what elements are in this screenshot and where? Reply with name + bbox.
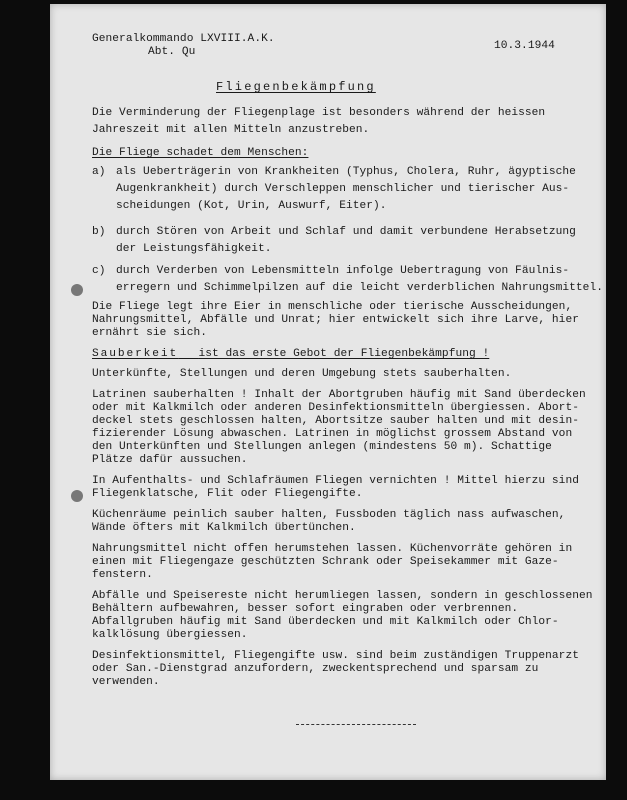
item-a-line-2: Augenkrankheit) durch Verschleppen menschlicher und tierischer Aus- xyxy=(116,183,570,195)
waste-line-4: kalklösung übergiessen. xyxy=(92,629,248,641)
document-title: Fliegenbekämpfung xyxy=(216,80,376,94)
document-date: 10.3.1944 xyxy=(494,40,555,52)
latrines-line-1: Latrinen sauberhalten ! Inhalt der Abortgruben häufig mit Sand überdecken xyxy=(92,389,586,401)
latrines-line-4: fizierender Lösung abwaschen. Latrinen in möglichst grossem Abstand von xyxy=(92,428,573,440)
item-a-line-1: als Ueberträgerin von Krankheiten (Typhus, Cholera, Ruhr, ägyptische xyxy=(116,166,576,178)
cleanliness-heading: Sauberkeit ist das erste Gebot der Fliegenbekämpfung ! xyxy=(92,348,490,360)
item-a-line-3: scheidungen (Kot, Urin, Auswurf, Eiter). xyxy=(116,200,387,212)
unit-header: Generalkommando LXVIII.A.K. xyxy=(92,33,275,45)
waste-line-1: Abfälle und Speisereste nicht herumliegen lassen, sondern in geschlossenen xyxy=(92,590,593,602)
rooms-line-2: Fliegenklatsche, Flit oder Fliegengifte. xyxy=(92,488,363,500)
item-b-line-1: durch Stören von Arbeit und Schlaf und damit verbundene Herabsetzung xyxy=(116,226,576,238)
intro-line-1: Die Verminderung der Fliegenplage ist besonders während der heissen xyxy=(92,107,546,119)
disinfectants-line-2: oder San.-Dienstgrad anzufordern, zweckentsprechend und sparsam zu xyxy=(92,663,539,675)
item-c-line-1: durch Verderben von Lebensmitteln infolge Uebertragung von Fäulnis- xyxy=(116,265,570,277)
latrines-line-3: deckel stets geschlossen halten, Abortsitze sauber halten und mit desin- xyxy=(92,415,579,427)
latrines-line-6: Plätze dafür aussuchen. xyxy=(92,454,248,466)
punch-hole-top xyxy=(71,284,83,296)
food-line-3: fenstern. xyxy=(92,569,153,581)
document-page xyxy=(50,4,606,780)
food-line-2: einen mit Fliegengaze geschützten Schrank oder Speisekammer mit Gaze- xyxy=(92,556,559,568)
latrines-line-2: oder mit Kalkmilch oder anderen Desinfektionsmitteln übergiessen. Abort- xyxy=(92,402,579,414)
harm-heading: Die Fliege schadet dem Menschen: xyxy=(92,147,309,159)
waste-line-3: Abfallgruben häufig mit Sand überdecken und mit Kalkmilch oder Chlor- xyxy=(92,616,559,628)
disinfectants-line-3: verwenden. xyxy=(92,676,160,688)
disinfectants-line-1: Desinfektionsmittel, Fliegengifte usw. sind beim zuständigen Truppenarzt xyxy=(92,650,579,662)
rooms-line-1: In Aufenthalts- und Schlafräumen Fliegen vernichten ! Mittel hierzu sind xyxy=(92,475,579,487)
item-c-line-2: erregern und Schimmelpilzen auf die leicht verderblichen Nahrungsmittel. xyxy=(116,282,603,294)
eggs-line-2: Nahrungsmittel, Abfälle und Unrat; hier entwickelt sich ihre Larve, hier xyxy=(92,314,579,326)
item-c-marker: c) xyxy=(92,265,106,277)
closing-rule xyxy=(296,724,416,725)
item-b-line-2: der Leistungsfähigkeit. xyxy=(116,243,272,255)
latrines-line-5: den Unterkünften und Stellungen anlegen (mindestens 50 m). Schattige xyxy=(92,441,552,453)
kitchens-line-2: Wände öfters mit Kalkmilch übertünchen. xyxy=(92,522,356,534)
eggs-line-3: ernährt sie sich. xyxy=(92,327,207,339)
department-header: Abt. Qu xyxy=(148,46,196,58)
eggs-line-1: Die Fliege legt ihre Eier in menschliche oder tierische Ausscheidungen, xyxy=(92,301,573,313)
food-line-1: Nahrungsmittel nicht offen herumstehen lassen. Küchenvorräte gehören in xyxy=(92,543,573,555)
item-a-marker: a) xyxy=(92,166,106,178)
waste-line-2: Behältern aufbewahren, besser sofort eingraben oder verbrennen. xyxy=(92,603,519,615)
intro-line-2: Jahreszeit mit allen Mitteln anzustreben. xyxy=(92,124,370,136)
punch-hole-bottom xyxy=(71,490,83,502)
kitchens-line-1: Küchenräume peinlich sauber halten, Fussboden täglich nass aufwaschen, xyxy=(92,509,566,521)
item-b-marker: b) xyxy=(92,226,106,238)
quarters-line: Unterkünfte, Stellungen und deren Umgebung stets sauberhalten. xyxy=(92,368,512,380)
